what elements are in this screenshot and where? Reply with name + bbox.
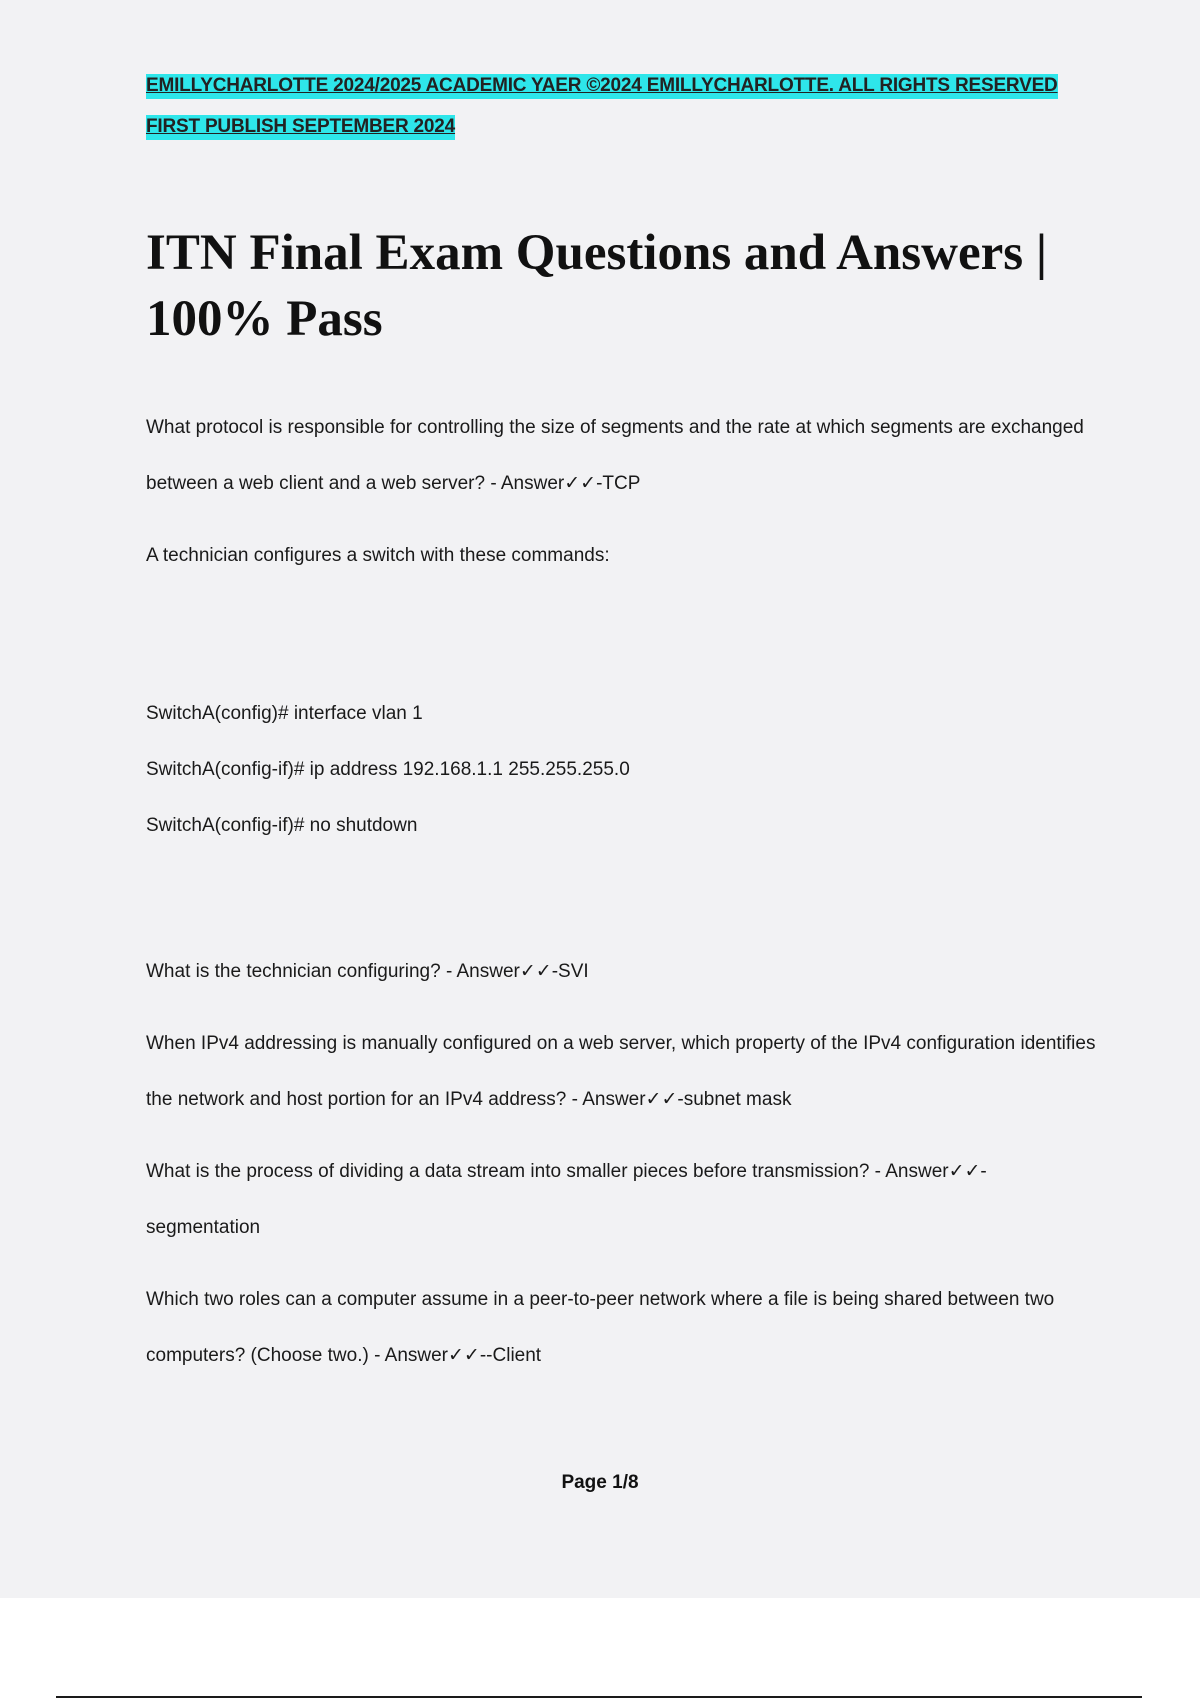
- copyright-header-line: EMILLYCHARLOTTE 2024/2025 ACADEMIC YAER ©2024 EMILLYCHARLOTTE. ALL RIGHTS RESERVED: [146, 74, 1058, 99]
- blank-space: [146, 600, 1106, 686]
- document-body: [146, 400, 1106, 1400]
- page-divider: [56, 1696, 1142, 1698]
- blank-space: [146, 854, 1106, 944]
- question-answer-1: What protocol is responsible for controlling the size of segments and the rate at which segments are exchanged between a web client and a web server? - Answer✓✓-TCP: [146, 417, 1084, 494]
- question-answer-2: What is the technician configuring? - Answer✓✓-SVI: [146, 961, 589, 982]
- publish-date-header-line: FIRST PUBLISH SEPTEMBER 2024: [146, 115, 455, 140]
- command-line-1: SwitchA(config)# interface vlan 1: [146, 703, 423, 724]
- page-number: Page 1/8: [561, 1472, 639, 1493]
- question-2-intro: A technician configures a switch with these commands:: [146, 545, 610, 566]
- document-title: ITN Final Exam Questions and Answers | 100% Pass: [146, 225, 1048, 347]
- question-answer-3: When IPv4 addressing is manually configured on a web server, which property of the IPv4 configuration identifies the network and host portion for an IPv4 address? - Answer✓✓-subnet mask: [146, 1033, 1096, 1110]
- question-answer-4: What is the process of dividing a data stream into smaller pieces before transmission? - Answer✓✓- segmentation: [146, 1161, 987, 1238]
- command-line-2: SwitchA(config-if)# ip address 192.168.1.1 255.255.255.0: [146, 759, 630, 780]
- command-line-3: SwitchA(config-if)# no shutdown: [146, 815, 418, 836]
- question-answer-5: Which two roles can a computer assume in a peer-to-peer network where a file is being shared between two computers? (Choose two.) - Answer✓✓--Client: [146, 1289, 1055, 1366]
